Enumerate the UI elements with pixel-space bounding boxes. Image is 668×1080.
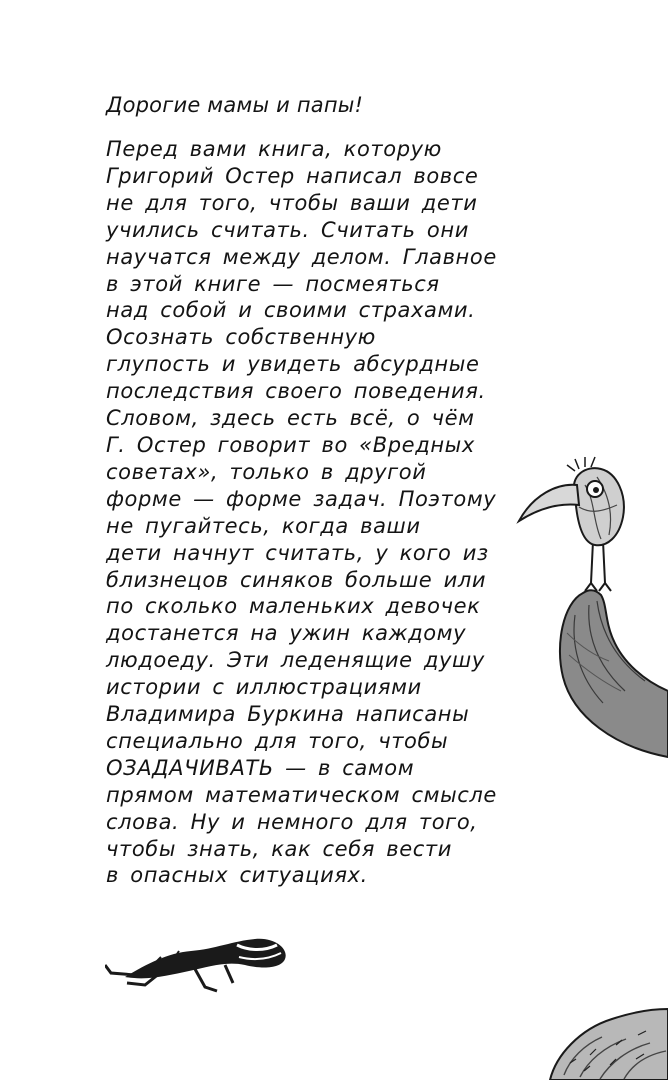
- bird-on-serpent-drawing: [505, 455, 668, 765]
- text-line: прямом математическом смысле: [106, 782, 497, 807]
- text-line: ОЗАДАЧИВАТЬ — в самом: [106, 755, 415, 780]
- text-line: форме — форме задач. Поэтому: [106, 486, 497, 511]
- text-line: Владимира Буркина написаны: [106, 702, 470, 727]
- text-line: по сколько маленьких девочек: [106, 594, 481, 619]
- text-line: глупость и увидеть абсурдные: [106, 352, 480, 377]
- text-line: достанется на ужин каждому: [106, 621, 467, 646]
- running-creature-drawing: [105, 925, 295, 995]
- text-line: советах», только в другой: [106, 459, 427, 484]
- furry-creature-corner-drawing: [540, 985, 668, 1080]
- text-line: над собой и своими страхами.: [106, 298, 476, 323]
- text-line: дети начнут считать, у кого из: [106, 540, 489, 565]
- text-line: истории с иллюстрациями: [106, 675, 422, 700]
- text-line: в этой книге — посмеяться: [106, 271, 440, 296]
- text-line: специально для того, чтобы: [106, 728, 449, 753]
- text-line: людоеду. Эти леденящие душу: [106, 648, 485, 673]
- text-line: в опасных ситуациях.: [106, 863, 368, 888]
- text-line: близнецов синяков больше или: [106, 567, 487, 592]
- text-line: последствия своего поведения.: [106, 379, 486, 404]
- text-line: чтобы знать, как себя вести: [106, 836, 452, 861]
- text-line: не пугайтесь, когда ваши: [106, 513, 421, 538]
- text-line: научатся между делом. Главное: [106, 244, 497, 269]
- text-line: учились считать. Считать они: [106, 217, 469, 242]
- text-line: Г. Остер говорит во «Вредных: [106, 432, 475, 457]
- text-line: Осознать собственную: [106, 325, 376, 350]
- text-line: не для того, чтобы ваши дети: [106, 190, 478, 215]
- text-line: Григорий Остер написал вовсе: [106, 163, 479, 188]
- text-line: Словом, здесь есть всё, о чём: [106, 406, 475, 431]
- greeting-heading: Дорогие мамы и папы!: [106, 93, 364, 117]
- intro-text: [106, 136, 526, 889]
- text-line: Перед вами книга, которую: [106, 137, 442, 161]
- text-line: слова. Ну и немного для того,: [106, 809, 478, 834]
